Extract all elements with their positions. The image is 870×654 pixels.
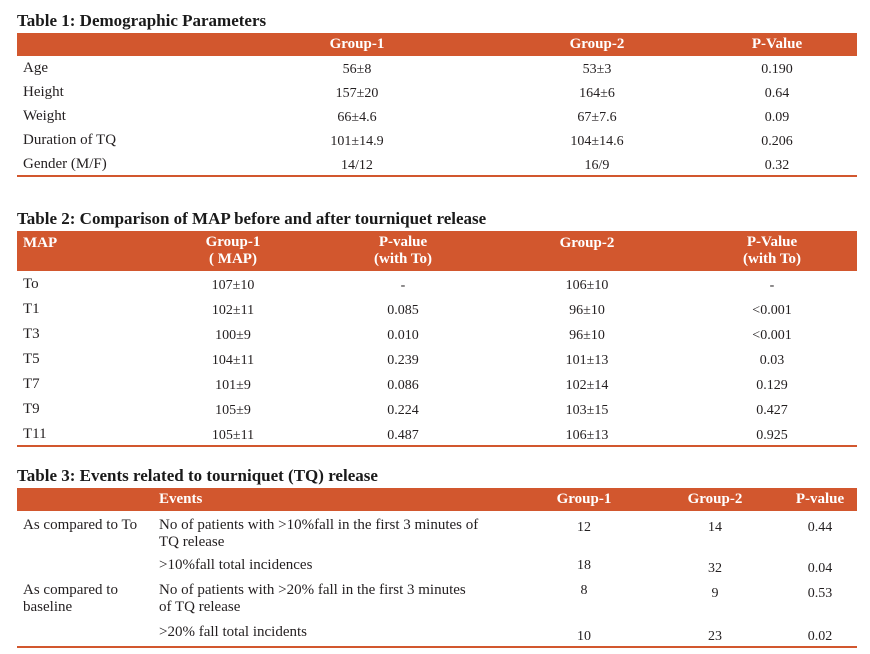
table-row: [17, 56, 857, 80]
cell-value: 0.010: [387, 328, 419, 343]
table2-header-pvalue2: P-Value (with To): [743, 234, 801, 267]
event-description: >20% fall total incidents: [151, 620, 521, 647]
cell-value: 96±10: [569, 303, 605, 318]
table-row: [17, 271, 857, 296]
table-row: [17, 296, 857, 321]
table2: [17, 231, 857, 447]
table-row: [17, 421, 857, 446]
table2-header-map: MAP: [23, 235, 58, 251]
table-row: [17, 553, 857, 578]
table3-header-group2: Group-2: [687, 491, 743, 507]
table3-header-events: Events: [159, 491, 203, 507]
cell-value: 101±14.9: [330, 134, 384, 149]
table2-header-group1: Group-1 ( MAP): [205, 234, 261, 267]
table2-header-group2: Group-2: [559, 235, 615, 251]
table-row: [17, 371, 857, 396]
table3-header-row: [17, 488, 857, 511]
cell-value: 0.224: [387, 403, 419, 418]
cell-value: 0.086: [387, 378, 419, 393]
table-row: [17, 104, 857, 128]
table1-title: Table 1: Demographic Parameters: [17, 11, 267, 30]
event-description: >10%fall total incidences: [159, 557, 313, 573]
table2-title: Table 2: Comparison of MAP before and after tourniquet release: [17, 209, 487, 228]
cell-value: 105±9: [215, 403, 251, 418]
cell-value: 104±14.6: [570, 134, 624, 149]
cell-value: 102±14: [565, 378, 609, 393]
cell-value: 0.04: [807, 561, 833, 576]
table2-header-pvalue1: P-value (with To): [374, 234, 432, 267]
cell-value: 103±15: [565, 403, 609, 418]
cell-value: 0.32: [697, 152, 857, 176]
cell-value: 0.03: [759, 353, 785, 368]
table1-header-row: [17, 33, 857, 56]
cell-value: 23: [647, 620, 783, 647]
cell-value: 0.239: [387, 353, 419, 368]
cell-value: 18: [577, 558, 591, 573]
table3-header-group1: Group-1: [556, 491, 612, 507]
cell-value: 101±9: [215, 378, 251, 393]
cell-value: 14/12: [217, 152, 497, 176]
row-label: Age: [23, 60, 48, 76]
row-label: T3: [23, 326, 40, 342]
table-row: [17, 620, 857, 647]
row-label: Height: [23, 84, 64, 100]
row-label: As compared to baseline: [23, 582, 118, 615]
cell-value: 0.02: [783, 620, 857, 647]
cell-value: 100±9: [215, 328, 251, 343]
cell-value: 53±3: [582, 62, 612, 77]
cell-value: 12: [577, 520, 591, 535]
row-label: Gender (M/F): [17, 152, 217, 176]
cell-value: 9: [711, 586, 719, 601]
row-label: [17, 553, 151, 578]
cell-value: 0.487: [319, 421, 487, 446]
cell-value: 0.190: [761, 62, 793, 77]
cell-value: 0.206: [761, 134, 793, 149]
row-label: T1: [23, 301, 40, 317]
table2-header-row: [17, 231, 857, 271]
row-label: T7: [23, 376, 40, 392]
cell-value: 157±20: [335, 86, 379, 101]
cell-value: 0.085: [387, 303, 419, 318]
cell-value: 101±13: [565, 353, 609, 368]
row-label: To: [23, 276, 39, 292]
row-label: T9: [23, 401, 40, 417]
cell-value: 67±7.6: [577, 110, 617, 125]
cell-value: 14: [708, 520, 722, 535]
row-label: As compared to To: [23, 517, 138, 533]
cell-value: 66±4.6: [337, 110, 377, 125]
cell-value: 164±6: [579, 86, 615, 101]
cell-value: 0.925: [687, 421, 857, 446]
event-description: No of patients with >10%fall in the first 3 minutes of TQ release: [159, 517, 479, 550]
event-description: No of patients with >20% fall in the first 3 minutes of TQ release: [159, 582, 466, 615]
cell-value: 0.53: [807, 586, 833, 601]
row-label: Weight: [23, 108, 66, 124]
table1: [17, 33, 857, 177]
table-row: [17, 152, 857, 176]
cell-value: 104±11: [211, 353, 255, 368]
cell-value: 32: [708, 561, 722, 576]
cell-value: -: [769, 278, 775, 293]
cell-value: 102±11: [211, 303, 255, 318]
table3: [17, 488, 857, 648]
row-label: T5: [23, 351, 40, 367]
cell-value: 96±10: [569, 328, 605, 343]
row-label: [17, 620, 151, 647]
table-row: [17, 578, 857, 620]
cell-value: 0.44: [807, 520, 833, 535]
cell-value: <0.001: [752, 328, 792, 343]
table1-header-pvalue: P-Value: [751, 36, 803, 52]
cell-value: 10: [521, 620, 647, 647]
cell-value: <0.001: [752, 303, 792, 318]
row-label: Duration of TQ: [23, 132, 117, 148]
table-row: [17, 346, 857, 371]
table-row: [17, 396, 857, 421]
cell-value: 0.64: [764, 86, 790, 101]
table-row: [17, 80, 857, 104]
cell-value: 16/9: [497, 152, 697, 176]
cell-value: 105±11: [147, 421, 319, 446]
row-label: T11: [17, 421, 147, 446]
table1-header-group2: Group-2: [569, 36, 625, 52]
table-row: [17, 511, 857, 553]
cell-value: 106±13: [487, 421, 687, 446]
table3-header-blank: [17, 488, 151, 511]
cell-value: 106±10: [565, 278, 609, 293]
cell-value: 56±8: [342, 62, 372, 77]
cell-value: 107±10: [211, 278, 255, 293]
cell-value: 0.09: [764, 110, 790, 125]
cell-value: 0.129: [756, 378, 788, 393]
table1-header-group1: Group-1: [329, 36, 385, 52]
cell-value: 0.427: [756, 403, 788, 418]
table-row: [17, 321, 857, 346]
cell-value: -: [400, 278, 406, 293]
table1-header-blank: [17, 33, 217, 56]
table-row: [17, 128, 857, 152]
table3-header-pvalue: P-value: [795, 491, 845, 507]
table3-title: Table 3: Events related to tourniquet (TQ) release: [17, 466, 378, 485]
cell-value: 8: [580, 583, 588, 598]
